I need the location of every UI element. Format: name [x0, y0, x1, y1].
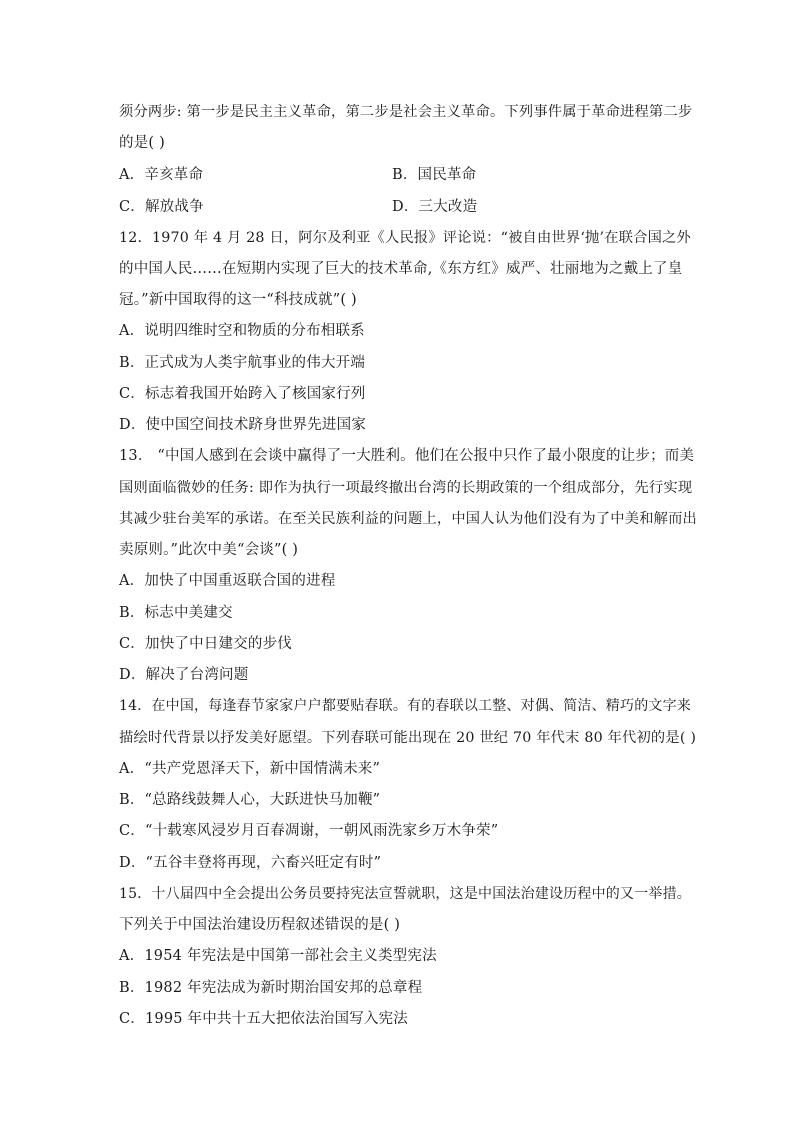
q14-stem-line-2: 描绘时代背景以抒发美好愿望。下列春联可能出现在 20 世纪 70 年代末 80 年代初的是( ) — [119, 730, 697, 746]
q11-options-row-1 — [119, 165, 699, 185]
q11-option-d[interactable]: D．三大改造 — [392, 199, 478, 215]
q13-stem-line-1: 13． “中国人感到在会谈中赢得了一大胜利。他们在公报中只作了最小限度的让步；而美 — [119, 448, 695, 464]
q12-stem-line-1: 12．1970 年 4 月 28 日，阿尔及利亚《人民报》评论说：“被自由世界‘抛’在联合国之外 — [119, 230, 691, 246]
q11-stem-line-2: 的是( ) — [119, 135, 165, 151]
q13-stem-line-2: 国则面临微妙的任务: 即作为执行一项最终撤出台湾的长期政策的一个组成部分，先行实现 — [119, 480, 693, 496]
q12-option-d[interactable]: D．使中国空间技术跻身世界先进国家 — [119, 417, 367, 433]
q11-stem-line-1: 须分两步: 第一步是民主主义革命，第二步是社会主义革命。下列事件属于革命进程第二步 — [119, 104, 693, 120]
q13-option-d[interactable]: D．解决了台湾问题 — [119, 667, 249, 683]
q13-option-a[interactable]: A．加快了中国重返联合国的进程 — [119, 573, 336, 589]
q14-option-d[interactable]: D．“五谷丰登将再现，六畜兴旺定有时” — [119, 855, 382, 871]
q11-option-b[interactable]: B．国民革命 — [392, 167, 477, 183]
q12-option-a[interactable]: A．说明四维时空和物质的分布相联系 — [119, 323, 365, 339]
q15-stem-line-2: 下列关于中国法治建设历程叙述错误的是( ) — [119, 917, 401, 933]
q12-stem-line-2: 的中国人民……在短期内实现了巨大的技术革命,《东方红》威严、壮丽地为之戴上了皇 — [119, 261, 683, 277]
q14-option-c[interactable]: C．“十载寒风浸岁月百春凋谢，一朝风雨洗家乡万木争荣” — [119, 823, 499, 839]
q11-option-c[interactable]: C．解放战争 — [119, 199, 204, 215]
q15-option-a[interactable]: A．1954 年宪法是中国第一部社会主义类型宪法 — [119, 948, 437, 964]
q13-stem-line-3: 其减少驻台美军的承诺。在至关民族利益的问题上，中国人认为他们没有为了中美和解而出 — [119, 511, 698, 527]
q14-option-a[interactable]: A．“共产党恩泽天下，新中国情满未来” — [119, 761, 381, 777]
q15-option-c[interactable]: C．1995 年中共十五大把依法治国写入宪法 — [119, 1011, 409, 1027]
q12-option-c[interactable]: C．标志着我国开始跨入了核国家行列 — [119, 386, 366, 402]
q13-option-c[interactable]: C．加快了中日建交的步伐 — [119, 636, 292, 652]
q15-stem-line-1: 15．十八届四中全会提出公务员要持宪法宣誓就职，这是中国法治建设历程中的又一举措。 — [119, 886, 692, 902]
q14-option-b[interactable]: B．“总路线鼓舞人心，大跃进快马加鞭” — [119, 792, 381, 808]
q13-option-b[interactable]: B．标志中美建交 — [119, 605, 233, 621]
q14-stem-line-1: 14．在中国，每逢春节家家户户都要贴春联。有的春联以工整、对偶、简洁、精巧的文字来 — [119, 698, 692, 714]
q15-option-b[interactable]: B．1982 年宪法成为新时期治国安邦的总章程 — [119, 980, 423, 996]
q11-options-row-2 — [119, 197, 699, 217]
q12-option-b[interactable]: B．正式成为人类宇航事业的伟大开端 — [119, 355, 366, 371]
q12-stem-line-3: 冠。”新中国取得的这一“科技成就”( ) — [119, 292, 357, 308]
q13-stem-line-4: 卖原则。”此次中美“会谈”( ) — [119, 542, 299, 558]
q11-option-a[interactable]: A．辛亥革命 — [119, 167, 204, 183]
